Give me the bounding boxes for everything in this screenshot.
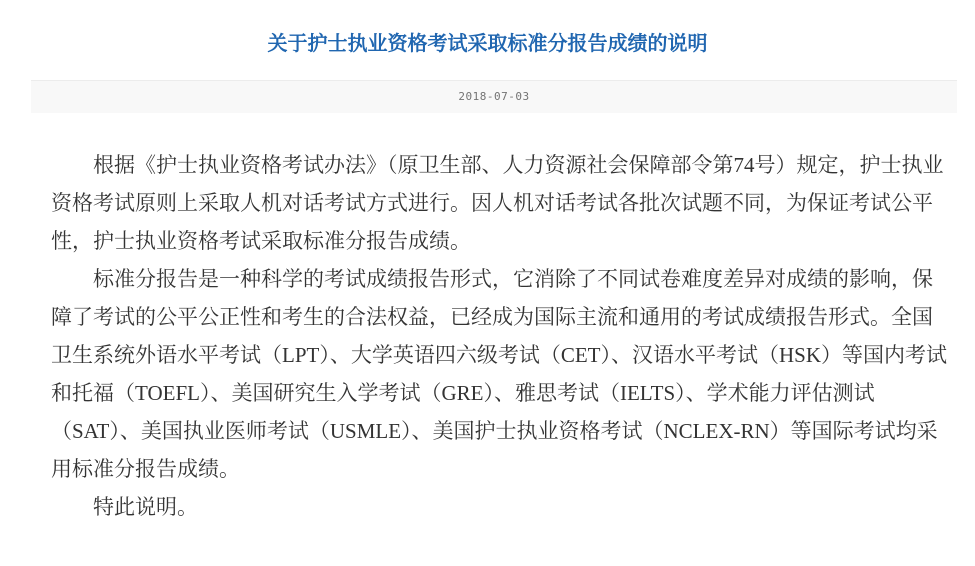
publish-date: 2018-07-03 [458, 90, 530, 103]
date-bar [31, 80, 957, 113]
article-title: 关于护士执业资格考试采取标准分报告成绩的说明 [267, 33, 708, 55]
paragraph-3: 特此说明。 [93, 495, 198, 519]
article-page [0, 30, 975, 566]
article-body [31, 146, 957, 526]
paragraph-1: 根据《护士执业资格考试办法》（原卫生部、人力资源社会保障部令第74号）规定，护士执业资格考试原则上采取人机对话考试方式进行。因人机对话考试各批次试题不同，为保证考试公平性，护士执业资格考试采取标准分报告成绩。 [51, 153, 944, 253]
paragraph-2: 标准分报告是一种科学的考试成绩报告形式，它消除了不同试卷难度差异对成绩的影响，保障了考试的公平公正性和考生的合法权益，已经成为国际主流和通用的考试成绩报告形式。全国卫生系统外语水平考试（LPT）、大学英语四六级考试（CET）、汉语水平考试（HSK）等国内考试和托福（TOEFL）、美国研究生入学考试（GRE）、雅思考试（IELTS）、学术能力评估测试（SAT）、美国执业医师考试（USMLE）、美国护士执业资格考试（NCLEX-RN）等国际考试均采用标准分报告成绩。 [51, 267, 948, 481]
